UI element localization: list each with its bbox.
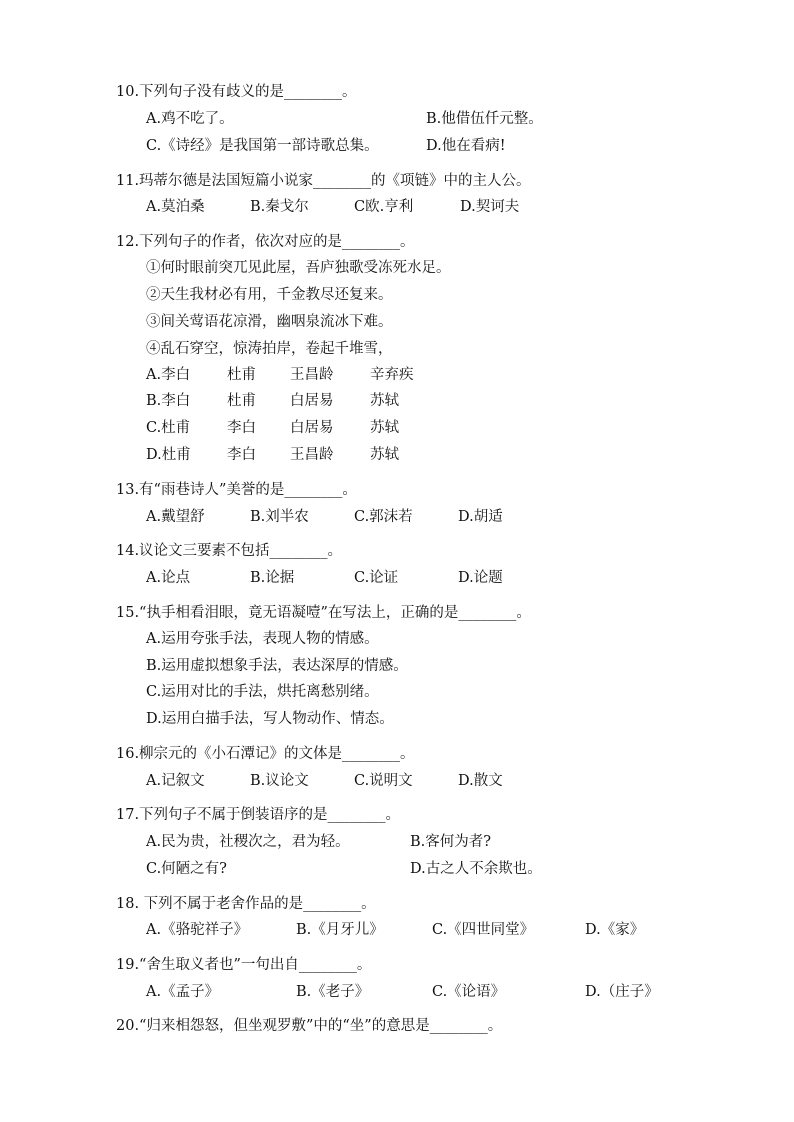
q12-row-d-col3: 王昌龄 [290,447,334,463]
q13-option-d: D.胡适 [458,509,503,525]
q19-option-a: A.《孟子》 [146,984,220,1000]
q10-option-c: C.《诗经》是我国第一部诗歌总集。 [146,138,379,154]
q17-option-d: D.古之人不余欺也。 [410,861,542,877]
q12-row-c-col3: 白居易 [290,420,334,436]
q11-option-a: A.莫泊桑 [146,199,205,215]
q11-option-d: D.契诃夫 [460,199,520,215]
question-13-stem: 13.有“雨巷诗人”美誉的是________。 [116,482,357,498]
q12-row-b-col3: 白居易 [290,393,334,409]
question-14-stem: 14.议论文三要素不包括________。 [116,543,343,559]
q11-option-b: B.秦戈尔 [250,199,309,215]
q12-row-b-col2: 杜甫 [227,393,256,409]
q18-option-a: A.《骆驼祥子》 [146,922,249,938]
q15-option-c: C.运用对比的手法，烘托离愁别绪。 [146,684,379,700]
q12-line-1: ①何时眼前突兀见此屋，吾庐独歌受冻死水足。 [146,260,451,276]
q12-line-4: ④乱石穿空，惊涛拍岸，卷起千堆雪， [146,341,393,357]
q16-option-b: B.议论文 [250,773,309,789]
question-18-stem: 18. 下列不属于老舍作品的是________。 [116,896,376,912]
q12-line-3: ③间关莺语花凉滑，幽咽泉流冰下难。 [146,314,393,330]
question-15-stem: 15.“执手相看泪眼，竟无语凝噎”在写法上，正确的是________。 [116,605,531,621]
question-12-stem: 12.下列句子的作者，依次对应的是________。 [116,234,415,250]
question-10-stem: 10.下列句子没有歧义的是________。 [116,84,357,100]
q13-option-c: C.郭沫若 [354,509,413,525]
q15-option-a: A.运用夸张手法，表现人物的情感。 [146,631,379,647]
q12-row-d-col4: 苏轼 [370,447,399,463]
q10-option-d: D.他在看病! [426,138,506,154]
q12-row-b-col1: B.李白 [146,393,191,409]
q16-option-d: D.散文 [458,773,503,789]
q12-line-2: ②天生我材必有用，千金教尽还复来。 [146,287,393,303]
q17-option-c: C.何陋之有? [146,861,227,877]
q12-row-c-col2: 李白 [227,420,256,436]
question-19-stem: 19.“舍生取义者也”一句出自________。 [116,957,372,973]
q12-row-a-col1: A.李白 [146,367,191,383]
q13-option-b: B.刘半农 [250,509,309,525]
q16-option-a: A.记叙文 [146,773,205,789]
q10-option-a: A.鸡不吃了。 [146,111,234,127]
q14-option-c: C.论证 [354,570,399,586]
q16-option-c: C.说明文 [354,773,413,789]
q12-row-d-col1: D.杜甫 [146,447,191,463]
q19-option-d: D.（庄子》 [585,984,659,1000]
q12-row-d-col2: 李白 [227,447,256,463]
question-11-stem: 11.玛蒂尔德是法国短篇小说家________的《项链》中的主人公。 [116,173,531,189]
question-16-stem: 16.柳宗元的《小石潭记》的文体是________。 [116,746,415,762]
q19-option-b: B.《老子》 [296,984,370,1000]
q19-option-c: C.《论语》 [432,984,506,1000]
q12-row-a-col2: 杜甫 [227,367,256,383]
q14-option-b: B.论据 [250,570,295,586]
q12-row-c-col1: C.杜甫 [146,420,191,436]
q17-option-b: B.客何为者? [410,834,492,850]
q18-option-b: B.《月牙儿》 [296,922,384,938]
q12-row-c-col4: 苏轼 [370,420,399,436]
q12-row-a-col4: 辛弃疾 [370,367,414,383]
q14-option-d: D.论题 [458,570,503,586]
question-17-stem: 17.下列句子不属于倒装语序的是________。 [116,807,401,823]
q11-option-c: C欧.亨利 [354,199,414,215]
q12-row-a-col3: 王昌龄 [290,367,334,383]
q10-option-b: B.他借伍仟元整。 [426,111,543,127]
q18-option-d: D.《家》 [585,922,645,938]
q17-option-a: A.民为贵，社稷次之，君为轻。 [146,834,350,850]
q15-option-d: D.运用白描手法，写人物动作、情态。 [146,711,394,727]
q18-option-c: C.《四世同堂》 [432,922,535,938]
q13-option-a: A.戴望舒 [146,509,205,525]
question-20-stem: 20.“归来相怨怒，但坐观罗敷”中的“坐”的意思是________。 [116,1018,503,1034]
q15-option-b: B.运用虚拟想象手法，表达深厚的情感。 [146,658,408,674]
q14-option-a: A.论点 [146,570,191,586]
q12-row-b-col4: 苏轼 [370,393,399,409]
